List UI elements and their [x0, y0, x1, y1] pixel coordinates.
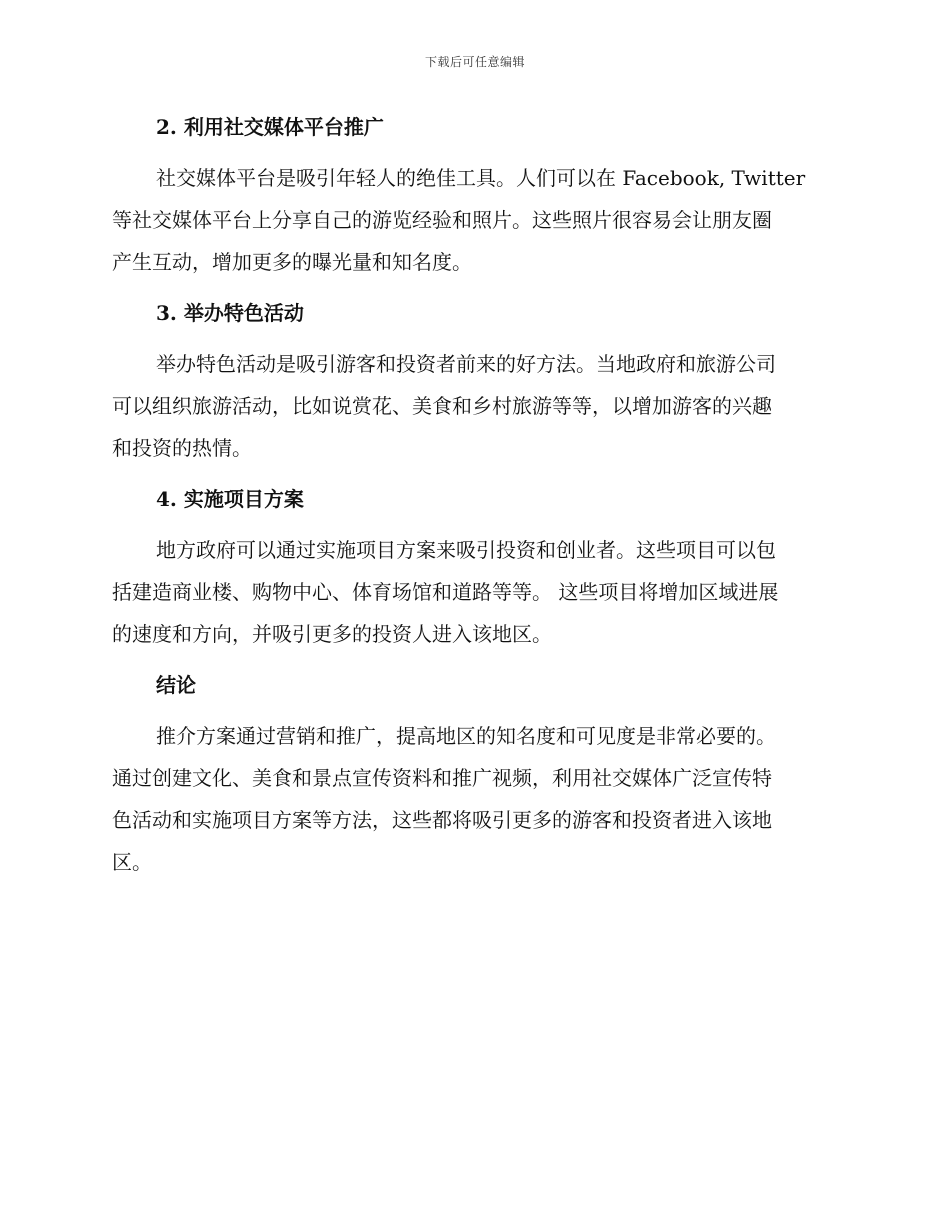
paragraph-line: 通过创建文化、美食和景点宣传资料和推广视频，利用社交媒体广泛宣传特 — [112, 766, 772, 790]
paragraph-line: 可以组织旅游活动，比如说赏花、美食和乡村旅游等等，以增加游客的兴趣 — [112, 394, 772, 418]
section-paragraph-conclusion — [112, 715, 838, 883]
paragraph-line: 举办特色活动是吸引游客和投资者前来的好方法。当地政府和旅游公司 — [156, 352, 776, 376]
paragraph-line: 产生互动，增加更多的曝光量和知名度。 — [112, 250, 472, 274]
paragraph-line: 等社交媒体平台上分享自己的游览经验和照片。这些照片很容易会让朋友圈 — [112, 208, 772, 232]
section-paragraph-projects — [112, 529, 838, 655]
paragraph-line: 区。 — [112, 850, 152, 874]
section-heading-conclusion: 结论 — [156, 673, 196, 697]
paragraph-line: 和投资的热情。 — [112, 436, 252, 460]
document-body — [112, 109, 838, 895]
paragraph-line: 色活动和实施项目方案等方法，这些都将吸引更多的游客和投资者进入该地 — [112, 808, 772, 832]
section-heading-events: 3. 举办特色活动 — [156, 301, 304, 325]
paragraph-line: 社交媒体平台是吸引年轻人的绝佳工具。人们可以在 Facebook, Twitter — [156, 166, 806, 190]
paragraph-line: 地方政府可以通过实施项目方案来吸引投资和创业者。这些项目可以包 — [156, 538, 776, 562]
section-heading-social-media: 2. 利用社交媒体平台推广 — [156, 115, 384, 139]
paragraph-line: 推介方案通过营销和推广，提高地区的知名度和可见度是非常必要的。 — [156, 724, 776, 748]
section-paragraph-events — [112, 343, 838, 469]
paragraph-line: 的速度和方向，并吸引更多的投资人进入该地区。 — [112, 622, 552, 646]
page-header: 下载后可任意编辑 — [424, 55, 525, 69]
section-heading-projects: 4. 实施项目方案 — [156, 487, 304, 511]
paragraph-line: 括建造商业楼、购物中心、体育场馆和道路等等。 这些项目将增加区域进展 — [112, 580, 779, 604]
section-paragraph-social-media — [112, 157, 838, 283]
